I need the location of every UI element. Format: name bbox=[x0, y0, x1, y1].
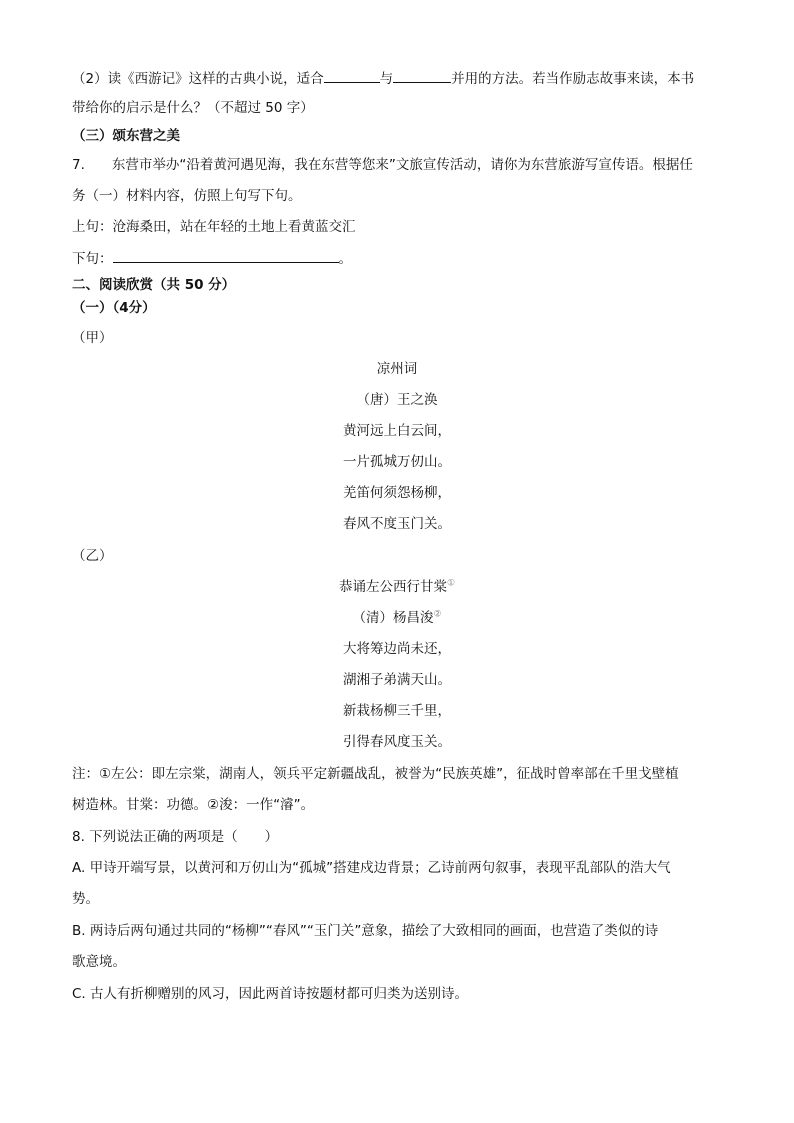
poem-a-title: 凉州词 bbox=[376, 361, 418, 377]
poem-b-author: （清）杨昌浚 bbox=[352, 610, 434, 626]
poem-a-line-1: 黄河远上白云间， bbox=[343, 423, 451, 439]
q8-stem: 8. 下列说法正确的两项是（ ） bbox=[72, 829, 279, 845]
poem-b-line-1: 大将筹边尚未还， bbox=[343, 641, 451, 657]
answer-blank-3[interactable] bbox=[113, 248, 339, 263]
part2-title: 二、阅读欣赏（共 50 分） bbox=[72, 277, 236, 293]
q6-part2-text-b: 与 bbox=[379, 71, 394, 87]
q8-option-a-line2: 势。 bbox=[72, 891, 99, 907]
notes-line-2: 树造林。甘棠：功德。②浚：一作“濬”。 bbox=[72, 797, 315, 813]
q7-lower-label: 下句： bbox=[72, 251, 113, 267]
q8-option-b-line1: B. 两诗后两句通过共同的“杨柳”“春风”“玉门关”意象，描绘了大致相同的画面，也营造了类似的诗 bbox=[72, 923, 659, 939]
poem-b-label: （乙） bbox=[72, 548, 113, 564]
poem-b-title: 恭诵左公西行甘棠 bbox=[338, 579, 447, 595]
poem-a-author: （唐）王之涣 bbox=[356, 392, 438, 408]
answer-blank-1[interactable] bbox=[324, 68, 380, 83]
q7-lower-line bbox=[72, 248, 352, 269]
q6-part2-line1 bbox=[72, 68, 694, 89]
section3-title: （三）颂东营之美 bbox=[72, 128, 180, 144]
q8-option-a-line1: A. 甲诗开端写景，以黄河和万仞山为“孤城”搭建戍边背景；乙诗前两句叙事，表现平乱部队的浩大气 bbox=[72, 860, 671, 876]
poem-a-line-3: 羌笛何须怨杨柳， bbox=[343, 485, 451, 501]
poem-b-author-row bbox=[0, 608, 794, 628]
q8-option-c-line1: C. 古人有折柳赠别的风习，因此两首诗按题材都可归类为送别诗。 bbox=[72, 986, 469, 1002]
poem-b-line-2: 湖湘子弟满天山。 bbox=[343, 672, 451, 688]
q6-part2-text-a: （2）读《西游记》这样的古典小说，适合 bbox=[72, 71, 324, 87]
poem-a-line-4: 春风不度玉门关。 bbox=[343, 516, 451, 532]
poem-a-label: （甲） bbox=[72, 330, 113, 346]
poem-b-author-footnote: ② bbox=[433, 609, 442, 620]
poem-a-line-2: 一片孤城万仞山。 bbox=[343, 454, 451, 470]
poem-b-line-3: 新栽杨柳三千里， bbox=[343, 703, 451, 719]
sub1-title: （一）（4分） bbox=[72, 300, 156, 316]
poem-b-title-footnote: ① bbox=[446, 578, 456, 589]
poem-b-line-4: 引得春风度玉关。 bbox=[343, 734, 451, 750]
q6-part2-line2: 带给你的启示是什么？（不超过 50 字） bbox=[72, 100, 314, 116]
notes-line-1: 注：①左公：即左宗棠，湖南人，领兵平定新疆战乱，被誉为“民族英雄”，征战时曾率部在千里戈壁植 bbox=[72, 766, 679, 782]
q8-option-b-line2: 歌意境。 bbox=[72, 954, 126, 970]
q7-line2: 务（一）材料内容，仿照上句写下句。 bbox=[72, 188, 302, 204]
poem-b-title-row bbox=[0, 577, 794, 597]
q7-line1: 7. 东营市举办“沿着黄河遇见海，我在东营等您来”文旅宣传活动，请你为东营旅游写宣传语。根据任 bbox=[72, 157, 693, 173]
q6-part2-text-c: 并用的方法。若当作励志故事来读，本书 bbox=[451, 71, 695, 87]
q7-lower-end: 。 bbox=[338, 251, 352, 267]
answer-blank-2[interactable] bbox=[393, 68, 451, 83]
q7-upper-line: 上句：沧海桑田，站在年轻的土地上看黄蓝交汇 bbox=[72, 219, 356, 235]
